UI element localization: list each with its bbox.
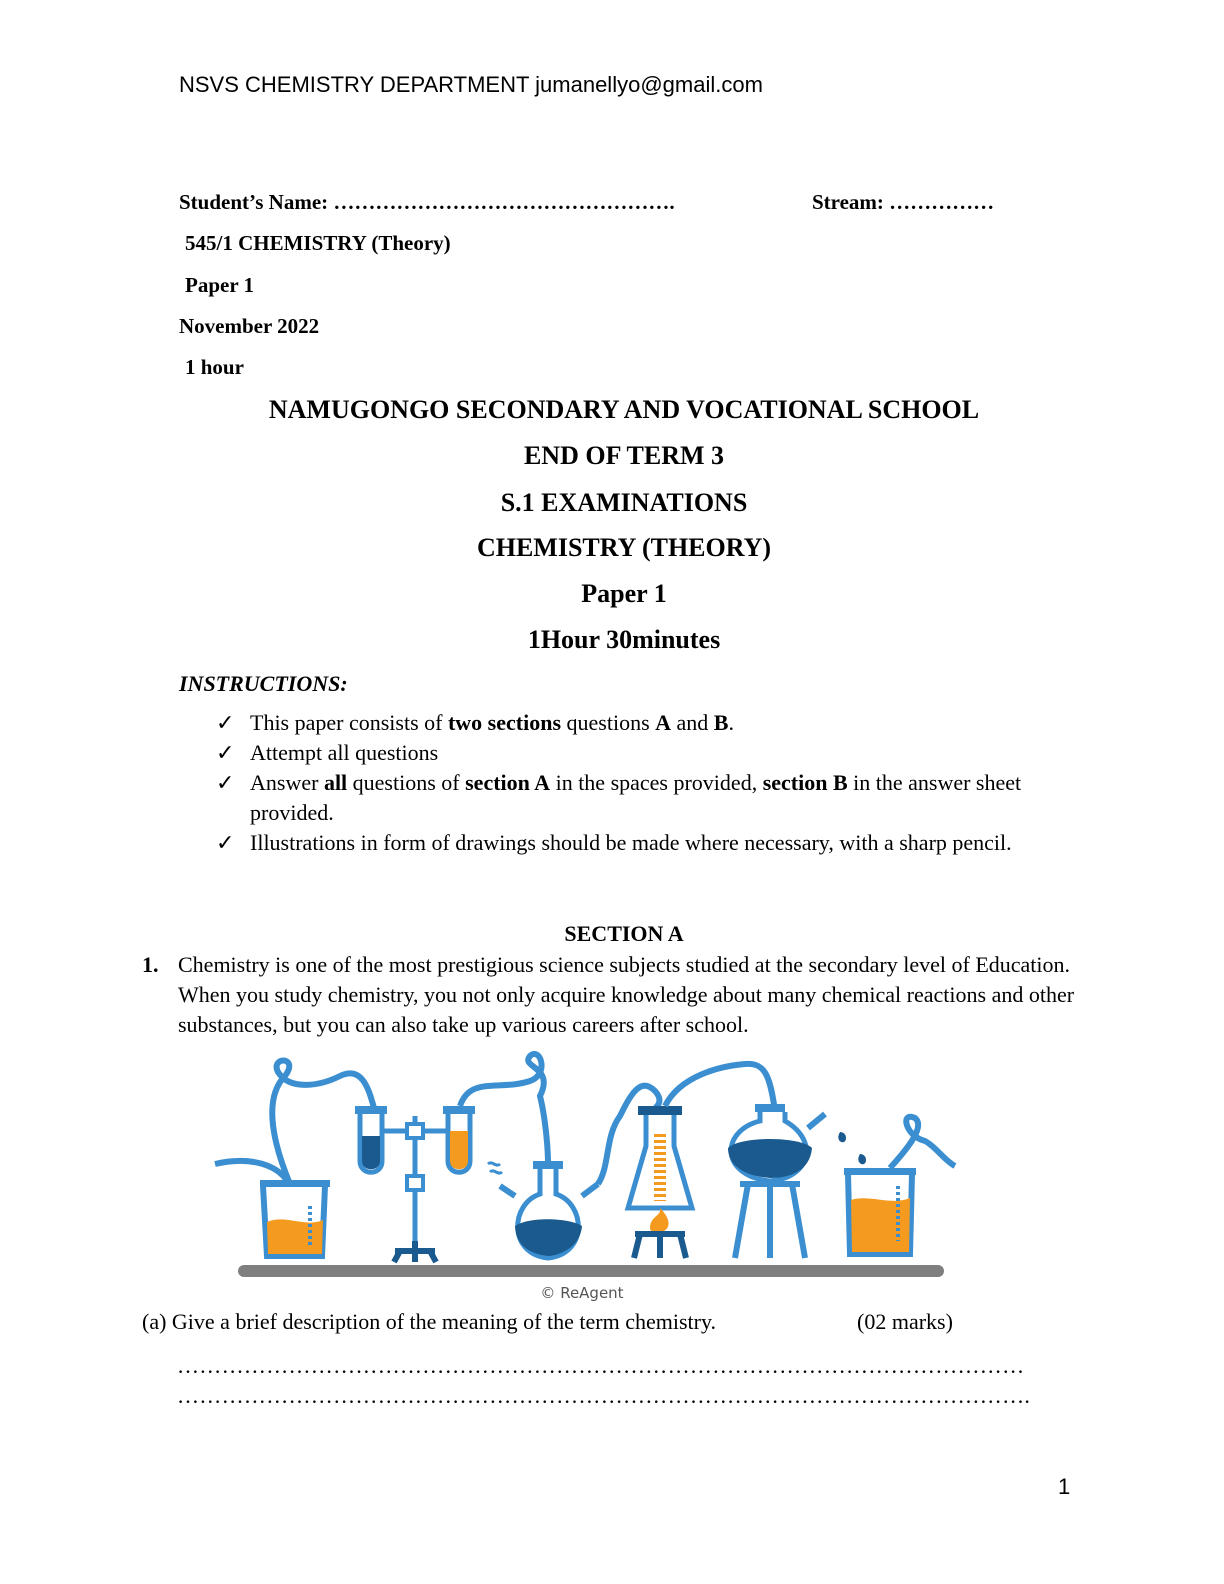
question-number: 1. bbox=[142, 952, 159, 977]
stream-field: Stream: …………… bbox=[812, 190, 995, 214]
shelf-icon bbox=[238, 1265, 944, 1277]
time-title: 1Hour 30minutes bbox=[527, 625, 721, 654]
instruction-item: ✓ Illustrations in form of drawings should be made where necessary, with a sharp pencil. bbox=[216, 828, 1046, 858]
term-title: END OF TERM 3 bbox=[523, 441, 725, 470]
paper-title: Paper 1 bbox=[581, 579, 667, 608]
lab-equipment-illustration bbox=[210, 1036, 960, 1304]
conical-flask-icon bbox=[628, 1106, 692, 1258]
instructions-list bbox=[216, 708, 1046, 858]
image-credit: © ReAgent bbox=[540, 1284, 624, 1302]
subject-title: CHEMISTRY (THEORY) bbox=[476, 533, 772, 562]
student-name-field: Student’s Name: …………………………………………. bbox=[179, 190, 675, 214]
page-number: 1 bbox=[1058, 1474, 1071, 1499]
instructions-heading: INSTRUCTIONS: bbox=[179, 671, 348, 696]
question-text: Chemistry is one of the most prestigious science subjects studied at the secondary level of Education. When you study chemistry, you not only acquire knowledge about many chemical reactions and other substances, but you can also take up various careers after school. bbox=[178, 952, 1075, 1037]
beaker-icon bbox=[844, 1117, 955, 1254]
check-icon: ✓ bbox=[216, 740, 235, 765]
check-icon: ✓ bbox=[216, 770, 235, 795]
paper-label: Paper 1 bbox=[185, 273, 255, 297]
page-header: NSVS CHEMISTRY DEPARTMENT jumanellyo@gmail.com bbox=[179, 72, 763, 97]
instruction-item: ✓ Answer all questions of section A in the spaces provided, section B in the answer sheet provided. bbox=[216, 770, 1022, 825]
instruction-item: ✓ This paper consists of two sections questions A and B. bbox=[216, 708, 1046, 738]
round-flask-icon bbox=[488, 1161, 598, 1258]
section-a-heading: SECTION A bbox=[564, 921, 684, 946]
beaker-icon bbox=[215, 1161, 330, 1256]
exam-date: November 2022 bbox=[179, 314, 320, 338]
question-1a: (a) Give a brief description of the meaning of the term chemistry. bbox=[142, 1309, 717, 1334]
exam-title: S.1 EXAMINATIONS bbox=[500, 488, 748, 517]
check-icon: ✓ bbox=[216, 830, 235, 855]
instruction-item: ✓ Attempt all questions bbox=[216, 738, 1046, 768]
school-title: NAMUGONGO SECONDARY AND VOCATIONAL SCHOOL bbox=[268, 395, 980, 424]
duration-label: 1 hour bbox=[185, 355, 244, 379]
answer-line: …………………………………………………………………………………………………… bbox=[177, 1353, 1025, 1378]
question-1a-marks: (02 marks) bbox=[857, 1309, 953, 1334]
test-tube-stand-icon bbox=[355, 1106, 475, 1262]
check-icon: ✓ bbox=[216, 710, 235, 735]
question-1 bbox=[142, 950, 1082, 1040]
subject-code: 545/1 CHEMISTRY (Theory) bbox=[185, 231, 451, 255]
answer-line: ……………………………………………………………………………………………………. bbox=[177, 1383, 1031, 1408]
